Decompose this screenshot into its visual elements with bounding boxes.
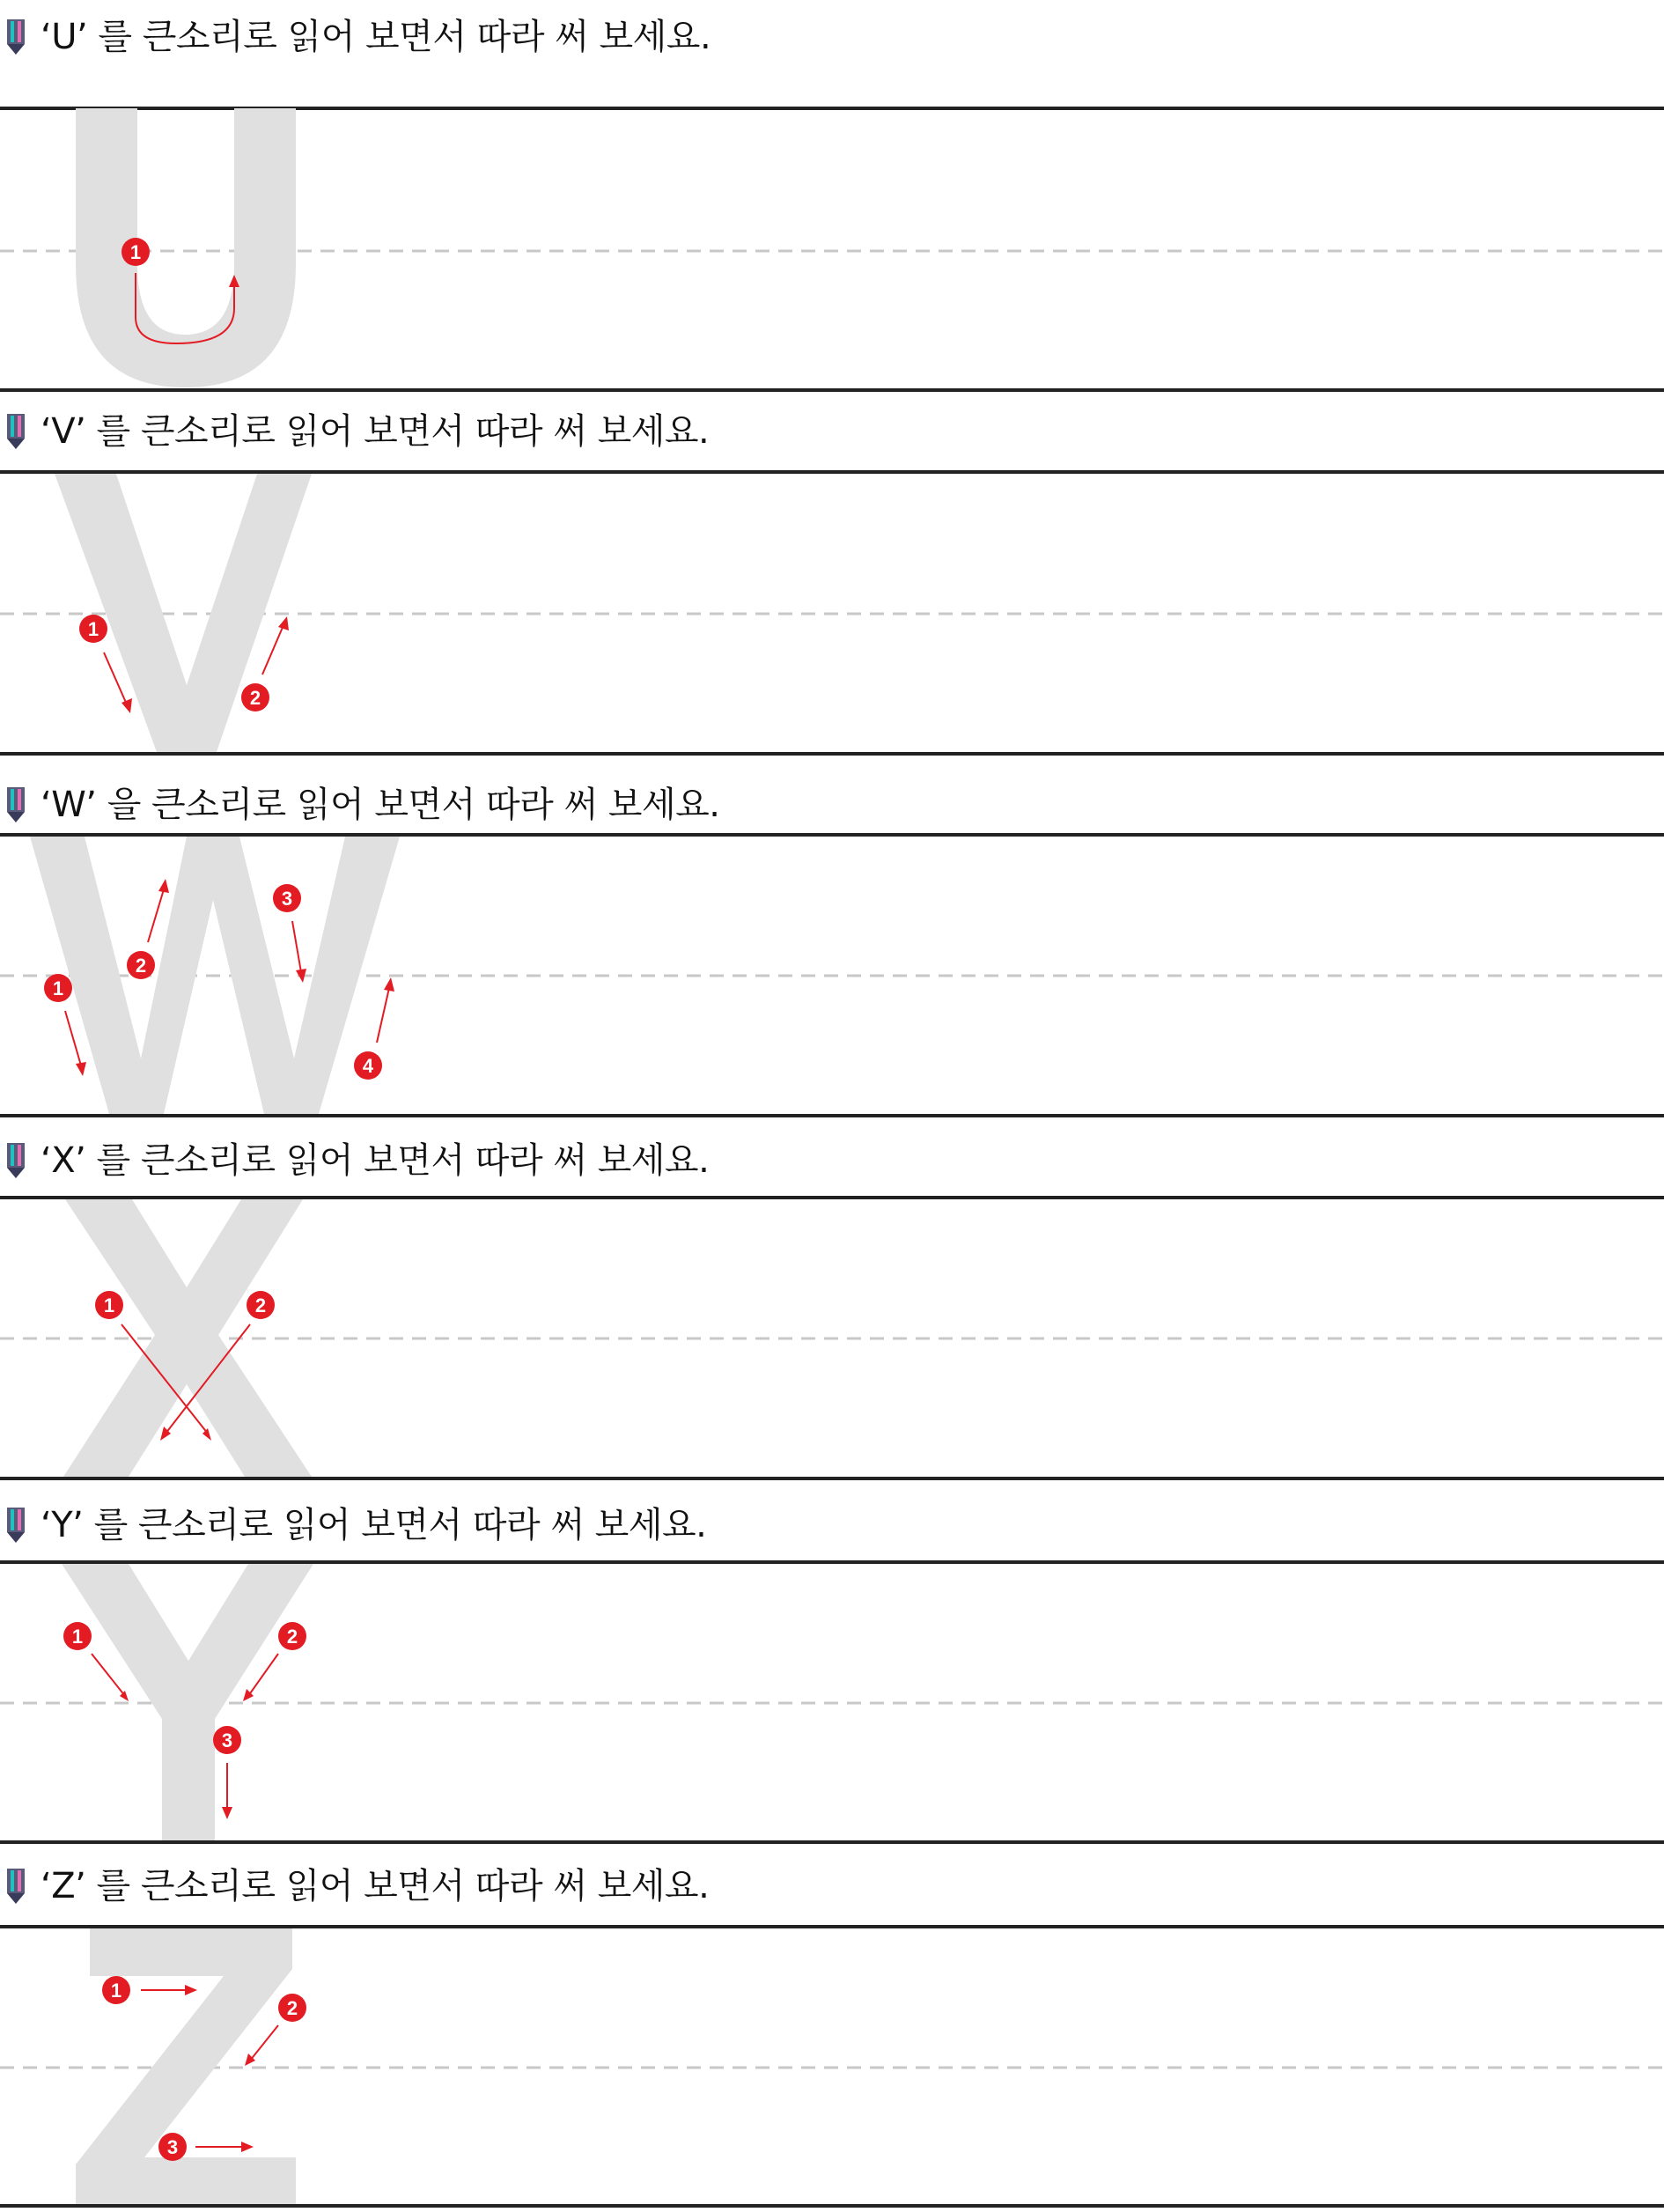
stroke-arrow-2 — [148, 889, 164, 942]
tracing-area — [0, 1124, 1664, 1486]
stroke-marker-3 — [213, 1726, 241, 1754]
stroke-arrow-2 — [250, 2025, 278, 2061]
instruction-text: ‘Y’ 를 큰소리로 읽어 보면서 따라 써 보세요. — [40, 1505, 707, 1545]
tracing-letter-u — [76, 108, 296, 387]
svg-text:2: 2 — [254, 1294, 267, 1316]
svg-text:1: 1 — [103, 1294, 115, 1316]
svg-text:1: 1 — [87, 618, 99, 640]
stroke-marker-1 — [63, 1622, 92, 1650]
stroke-marker-1 — [121, 238, 150, 266]
stroke-arrow-1 — [65, 1011, 81, 1065]
svg-text:1: 1 — [52, 977, 64, 999]
stroke-marker-4 — [354, 1051, 382, 1080]
stroke-marker-3 — [158, 2133, 187, 2161]
svg-text:1: 1 — [71, 1626, 84, 1648]
svg-text:3: 3 — [221, 1729, 233, 1751]
svg-text:1: 1 — [129, 241, 142, 263]
stroke-marker-1 — [102, 1976, 130, 2004]
stroke-marker-1 — [79, 615, 107, 643]
stroke-marker-2 — [278, 1994, 306, 2022]
stroke-arrow-1 — [92, 1654, 125, 1696]
svg-text:2: 2 — [286, 1997, 298, 2019]
svg-text:1: 1 — [110, 1980, 122, 2002]
tracing-area — [0, 768, 1664, 1131]
stroke-marker-3 — [273, 884, 301, 912]
stroke-marker-2 — [127, 951, 155, 979]
stroke-marker-2 — [278, 1622, 306, 1650]
svg-text:3: 3 — [166, 2136, 179, 2158]
stroke-arrow-4 — [377, 988, 389, 1043]
svg-text:2: 2 — [286, 1626, 298, 1648]
instruction-text: ‘W’ 을 큰소리로 읽어 보면서 따라 써 보세요. — [40, 785, 720, 825]
instruction-text: ‘U’ 를 큰소리로 읽어 보면서 따라 써 보세요. — [40, 17, 711, 57]
stroke-marker-1 — [44, 974, 72, 1002]
svg-text:2: 2 — [135, 955, 147, 977]
stroke-marker-1 — [95, 1291, 123, 1319]
tracing-area — [0, 1849, 1664, 2212]
tracing-area — [0, 1488, 1664, 1851]
tracing-area — [0, 0, 1664, 363]
instruction-text: ‘V’ 를 큰소리로 읽어 보면서 따라 써 보세요. — [40, 411, 710, 452]
stroke-arrow-3 — [292, 921, 301, 972]
stroke-marker-2 — [241, 683, 269, 712]
tracing-area — [0, 394, 1664, 757]
instruction-text: ‘Z’ 를 큰소리로 읽어 보면서 따라 써 보세요. — [40, 1866, 710, 1906]
instruction-text: ‘X’ 를 큰소리로 읽어 보면서 따라 써 보세요. — [40, 1140, 710, 1181]
stroke-arrow-2 — [262, 625, 283, 675]
stroke-arrow-2 — [248, 1654, 278, 1696]
svg-text:3: 3 — [281, 888, 293, 910]
stroke-marker-2 — [247, 1291, 275, 1319]
svg-text:2: 2 — [249, 687, 261, 709]
svg-text:4: 4 — [362, 1055, 374, 1077]
